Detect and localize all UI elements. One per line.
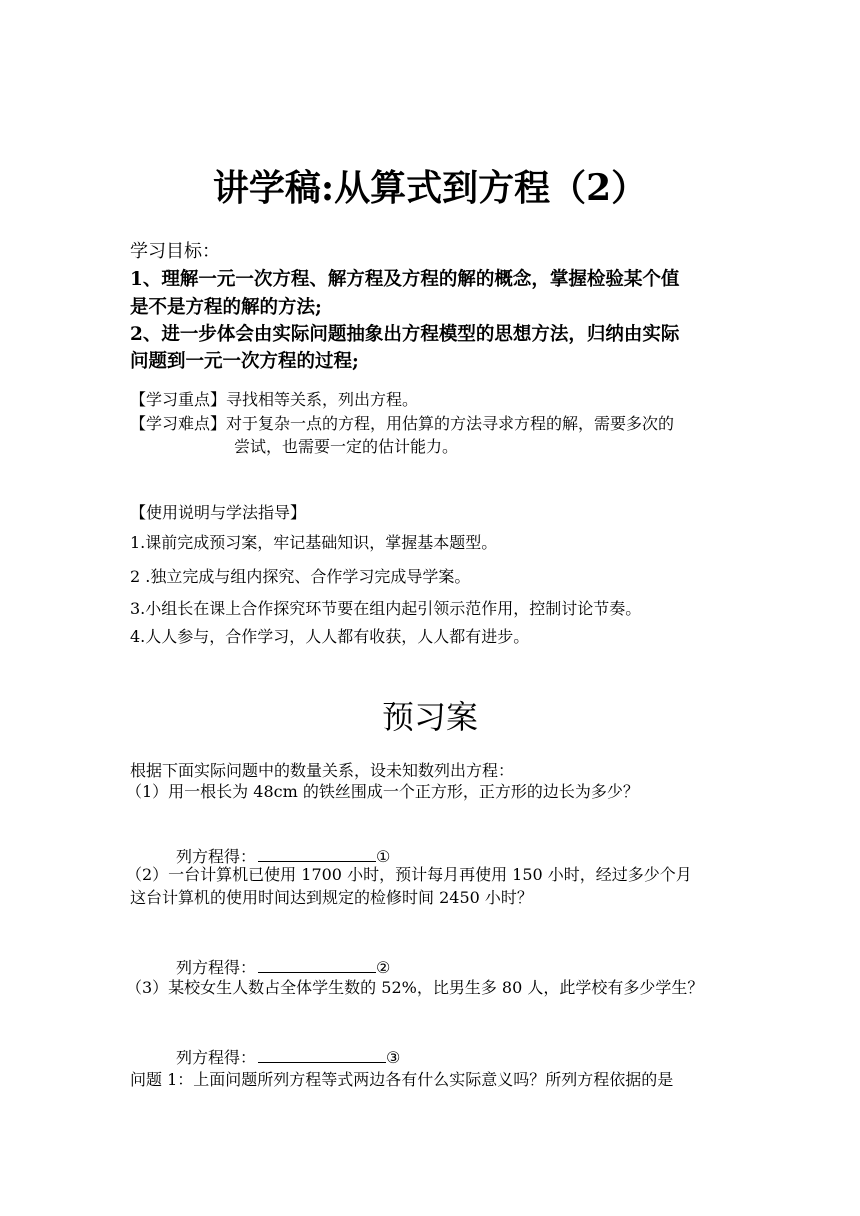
difficulty-text-line-1: 对于复杂一点的方程，用估算的方法寻求方程的解，需要多次的 xyxy=(226,414,675,433)
equation-label: 列方程得： xyxy=(176,958,257,977)
instruction-item-2: 2 .独立完成与组内探究、合作学习完成导学案。 xyxy=(130,567,471,586)
instruction-item-1: 1.课前完成预习案，牢记基础知识，掌握基本题型。 xyxy=(130,533,498,552)
objective-1-line-1: 1、理解一元一次方程、解方程及方程的解的概念，掌握检验某个值 xyxy=(130,269,680,290)
difficulty-text-line-2: 尝试，也需要一定的估计能力。 xyxy=(234,437,459,456)
key-point xyxy=(130,388,418,412)
key-point-text: 寻找相等关系，列出方程。 xyxy=(226,390,419,409)
instructions-heading: 【使用说明与学法指导】 xyxy=(130,503,307,522)
instruction-item-4: 4.人人参与，合作学习，人人都有收获，人人都有进步。 xyxy=(130,627,530,646)
question-2-line-1: （2）一台计算机已使用 1700 小时，预计每月再使用 150 小时，经过多少个月 xyxy=(126,865,692,884)
instruction-item-3: 3.小组长在课上合作探究环节要在组内起引领示范作用，控制讨论节奏。 xyxy=(130,599,642,618)
question-2-line-2: 这台计算机的使用时间达到规定的检修时间 2450 小时？ xyxy=(130,888,533,907)
equation-label: 列方程得： xyxy=(176,1048,257,1067)
difficulty-label: 【学习难点】 xyxy=(130,414,227,433)
objective-2-line-1: 2、进一步体会由实际问题抽象出方程模型的思想方法，归纳由实际 xyxy=(130,324,680,345)
section-heading: 预习案 xyxy=(381,698,478,736)
circled-mark-2: ② xyxy=(376,958,391,977)
objectives-heading: 学习目标： xyxy=(130,241,220,262)
answer-blank-2[interactable] xyxy=(258,954,376,973)
equation-row-3 xyxy=(176,1044,400,1070)
circled-mark-3: ③ xyxy=(386,1048,401,1067)
answer-blank-3[interactable] xyxy=(258,1044,386,1063)
preview-intro: 根据下面实际问题中的数量关系，设未知数列出方程： xyxy=(130,761,515,780)
difficulty xyxy=(130,412,674,436)
objective-1-line-2: 是不是方程的解的方法; xyxy=(130,297,322,318)
question-3: （3）某校女生人数占全体学生数的 52%，比男生多 80 人，此学校有多少学生？ xyxy=(126,978,704,997)
equation-label: 列方程得： xyxy=(176,847,257,866)
page-title: 讲学稿:从算式到方程（2） xyxy=(212,167,648,209)
question-1: （1）用一根长为 48cm 的铁丝围成一个正方形，正方形的边长为多少？ xyxy=(126,782,639,801)
objective-2-line-2: 问题到一元一次方程的过程; xyxy=(130,351,359,372)
circled-mark-1: ① xyxy=(376,847,391,866)
key-point-label: 【学习重点】 xyxy=(130,390,227,409)
answer-blank-1[interactable] xyxy=(258,843,376,862)
discussion-question-1: 问题 1：上面问题所列方程等式两边各有什么实际意义吗？所列方程依据的是 xyxy=(130,1070,674,1089)
